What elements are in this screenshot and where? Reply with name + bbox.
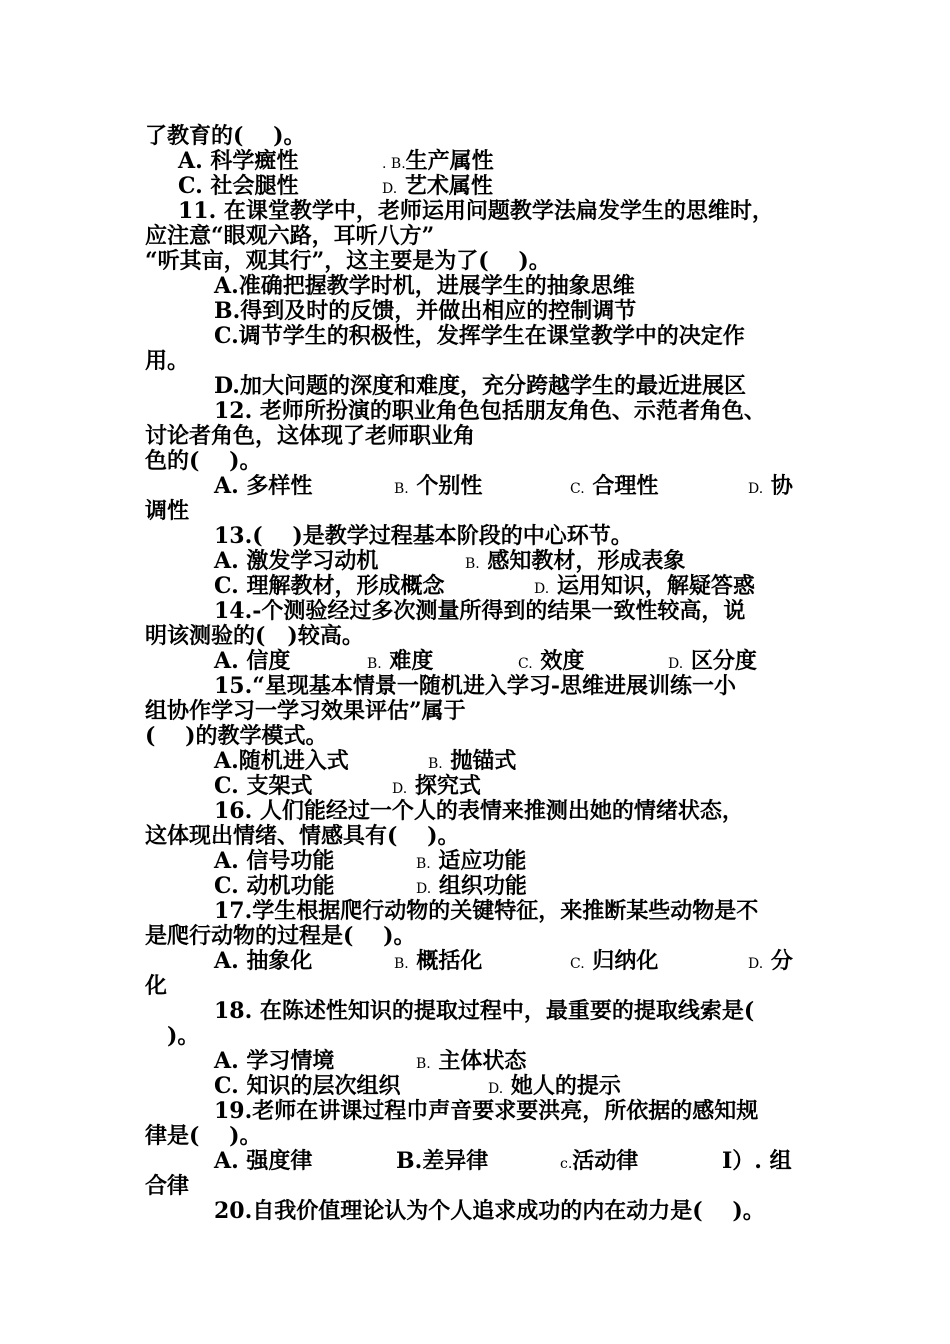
option-d (534, 574, 755, 601)
text-line: 这体现出情绪、情感具有( )。 (145, 823, 460, 849)
text-line: )。 (145, 1023, 200, 1049)
option-b-mark: B. (465, 556, 480, 572)
text-line: 了教育的( )。 (145, 123, 306, 149)
option-c-text: 合理性 (592, 473, 659, 499)
option-a: A. 抽象化 (214, 948, 313, 974)
option-b-text: 适应功能 (438, 848, 527, 874)
option-c-text: 归纳化 (592, 948, 659, 974)
option-d (748, 949, 793, 976)
option-b-mark: . B. (382, 156, 406, 172)
question-17: 17.学生根据爬行动物的关键特征，来推断某些动物是不 (214, 898, 759, 924)
option-b-mark: B. (428, 756, 443, 772)
option-a: A.准确把握教学时机，进展学生的抽象思维 (214, 273, 635, 299)
option-c-mark: C. (570, 956, 585, 972)
option-c: C. 支架式 (214, 773, 313, 799)
option-c-text: 效度 (540, 648, 585, 674)
option-c: C. 理解教材，形成概念 (214, 573, 445, 599)
text-line: “听其亩，观其行”，这主要是为了( )。 (145, 248, 551, 274)
option-b-mark: B. (367, 656, 382, 672)
option-d-text: 艺术属性 (404, 173, 493, 199)
option-c (570, 474, 658, 501)
option-b-text: 难度 (389, 648, 434, 674)
option-c (518, 649, 584, 676)
option-a: A.随机进入式 (214, 748, 349, 774)
option-d-mark: D. (416, 881, 432, 897)
option-a: A. 强度律 (214, 1148, 313, 1174)
option-b (428, 749, 516, 776)
option-a: A. 科学癍性 (178, 148, 299, 174)
question-12: 12. 老师所扮演的职业角色包括朋友角色、示范者角色、 (214, 398, 766, 424)
option-d (668, 649, 757, 676)
question-18: 18. 在陈述性知识的提取过程中，最重要的提取线索是( (214, 998, 755, 1024)
option-b-mark: B. (416, 1056, 431, 1072)
option-b-mark: B. (394, 481, 409, 497)
option-a: A. 多样性 (214, 473, 313, 499)
option-d (748, 474, 793, 501)
option-c: C. 动机功能 (214, 873, 335, 899)
option-b (465, 549, 685, 576)
option-c: C. 社会腿性 (178, 173, 299, 199)
option-d-text: 探究式 (414, 773, 481, 799)
option-d-text: 组织功能 (438, 873, 527, 899)
option-d-mark: D. (382, 181, 398, 197)
option-d-mark: D. (488, 1081, 504, 1097)
question-16: 16. 人们能经过一个人的表情来推测出她的情绪状态， (214, 798, 744, 824)
option-b-mark: B. (416, 856, 431, 872)
option-c (570, 949, 658, 976)
option-d-text: 她人的提示 (510, 1073, 621, 1099)
text-line: 应注意“眼观六路，耳听八方” (145, 223, 435, 249)
option-d-text: 运用知识，解疑答惑 (556, 573, 755, 599)
text-line: 组协作学习一学习效果评估”属于 (145, 698, 466, 724)
option-a: A. 激发学习动机 (214, 548, 379, 574)
question-20: 20.自我价值理论认为个人追求成功的内在动力是( )。 (214, 1198, 765, 1224)
option-a: A. 信度 (214, 648, 291, 674)
option-b-text: 感知教材，形成表象 (487, 548, 686, 574)
text-line: 色的( )。 (145, 448, 262, 474)
option-b: B.得到及时的反馈，并做出相应的控制调节 (214, 298, 637, 324)
option-d-mark: D. (748, 481, 764, 497)
option-c: C.调节学生的积极性，发挥学生在课堂教学中的决定作 (214, 323, 745, 349)
option-b-text: 个别性 (416, 473, 483, 499)
text-line: 调性 (145, 498, 190, 524)
text-line: 明该测验的( )较高。 (145, 623, 364, 649)
option-b (382, 149, 494, 176)
option-c (560, 1149, 638, 1176)
question-13: 13.( )是教学过程基本阶段的中心环节。 (214, 523, 633, 549)
text-line: 合律 (145, 1173, 190, 1199)
option-b (394, 949, 482, 976)
option-d: D.加大问题的深度和难度，充分跨越学生的最近进展区 (214, 373, 746, 399)
option-c-mark: C. (518, 656, 533, 672)
text-line: 用。 (145, 348, 190, 374)
option-a: A. 信号功能 (214, 848, 335, 874)
option-b: B.差异律 (396, 1148, 489, 1174)
option-d-text: 分 (770, 948, 793, 974)
question-19: 19.老师在讲课过程巾声音要求要洪亮，所依据的感知规 (214, 1098, 759, 1124)
option-a: A. 学习情境 (214, 1048, 335, 1074)
option-c-mark: C. (570, 481, 585, 497)
text-line: 是爬行动物的过程是( )。 (145, 923, 416, 949)
option-b-text: 抛锚式 (450, 748, 517, 774)
option-d-mark: D. (534, 581, 550, 597)
option-b (394, 474, 482, 501)
option-b (416, 1049, 526, 1076)
text-line: ( )的教学模式。 (145, 723, 328, 749)
option-b (416, 849, 526, 876)
text-line: 律是( )。 (145, 1123, 262, 1149)
option-d (392, 774, 481, 801)
option-b-text: 主体状态 (438, 1048, 527, 1074)
question-15: 15.“星现基本情景一随机进入学习-思维进展训练一小 (214, 673, 737, 699)
option-c: C. 知识的层次组织 (214, 1073, 401, 1099)
option-d (488, 1074, 621, 1101)
option-d-mark: D. (392, 781, 408, 797)
option-b (367, 649, 433, 676)
question-11: 11. 在课堂教学中，老师运用问题教学法扁发学生的思维时， (178, 198, 774, 224)
option-d: I）. 组 (722, 1148, 792, 1174)
option-d-text: 区分度 (690, 648, 757, 674)
option-d-mark: D. (748, 956, 764, 972)
option-d (382, 174, 493, 201)
option-d (416, 874, 527, 901)
text-line: 化 (145, 973, 168, 999)
question-14: 14.-个测验经过多次测量所得到的结果一致性较高，说 (214, 598, 746, 624)
option-b-mark: B. (394, 956, 409, 972)
option-b-text: 概括化 (416, 948, 483, 974)
option-c-text: 活动律 (572, 1148, 639, 1174)
option-d-text: 协 (770, 473, 793, 499)
option-c-mark: c. (560, 1156, 573, 1172)
option-b-text: 生产属性 (405, 148, 494, 174)
text-line: 讨论者角色，这体现了老师职业角 (145, 423, 476, 449)
option-d-mark: D. (668, 656, 684, 672)
